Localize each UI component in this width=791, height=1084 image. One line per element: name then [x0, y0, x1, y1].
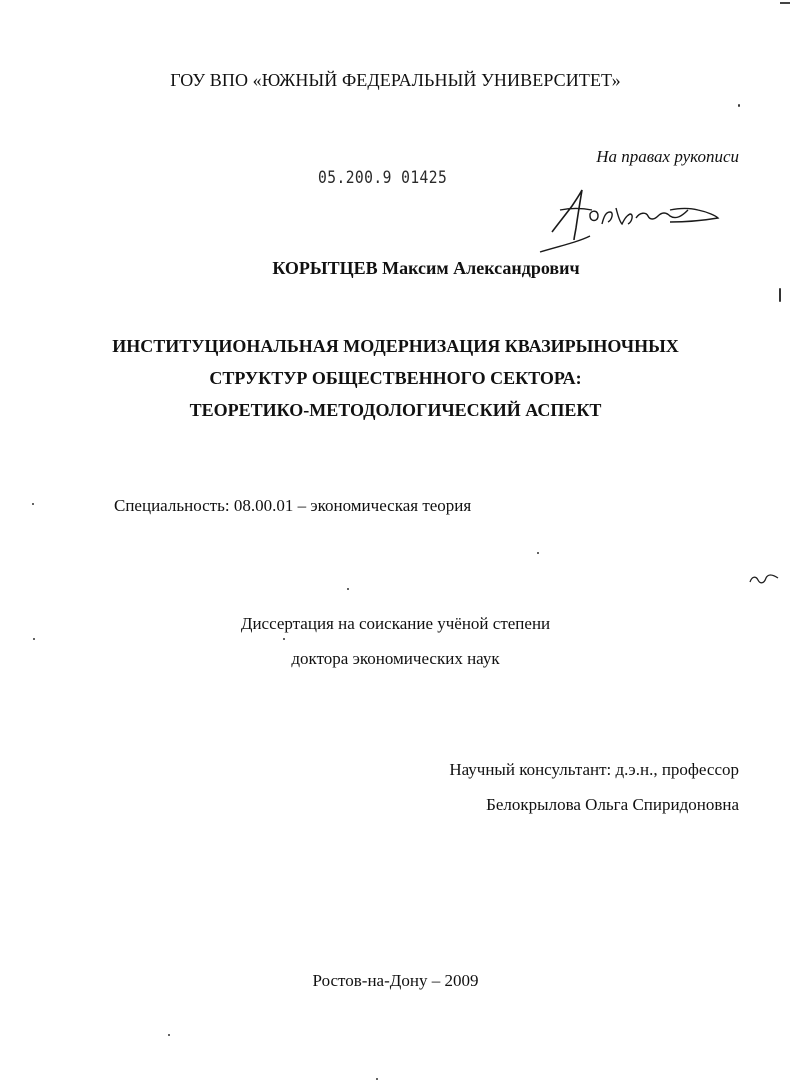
author-name: КОРЫТЦЕВ Максим Александрович [272, 258, 580, 278]
scan-speck [376, 1078, 378, 1080]
corner-scan-mark [779, 0, 791, 6]
scan-speck [537, 552, 539, 554]
scan-speck [32, 503, 34, 505]
title-line-2: СТРУКТУР ОБЩЕСТВЕННОГО СЕКТОРА: [209, 368, 582, 388]
title-line-1: ИНСТИТУЦИОНАЛЬНАЯ МОДЕРНИЗАЦИЯ КВАЗИРЫНОЧНЫХ [112, 336, 679, 356]
margin-check-mark [748, 572, 780, 588]
rights-note: На правах рукописи [596, 147, 739, 166]
scan-speck [347, 588, 349, 590]
degree-line-1: Диссертация на соискание учёной степени [240, 614, 551, 633]
consultant-line-2: Белокрылова Ольга Спиридоновна [486, 795, 739, 814]
registration-number: 05.200.9 01425 [318, 168, 448, 188]
scan-speck [738, 104, 740, 107]
speciality-line: Специальность: 08.00.01 – экономическая теория [114, 496, 472, 515]
scan-speck [779, 288, 781, 302]
university-header: ГОУ ВПО «ЮЖНЫЙ ФЕДЕРАЛЬНЫЙ УНИВЕРСИТЕТ» [170, 70, 621, 90]
title-line-3: ТЕОРЕТИКО-МЕТОДОЛОГИЧЕСКИЙ АСПЕКТ [189, 400, 602, 420]
city-year: Ростов-на-Дону – 2009 [312, 971, 479, 990]
degree-block [0, 606, 791, 676]
scan-speck [168, 1034, 170, 1036]
degree-line-2: доктора экономических наук [291, 649, 500, 668]
scan-speck [33, 638, 35, 640]
consultant-line-1: Научный консультант: д.э.н., профессор [449, 760, 739, 779]
signature-icon [530, 180, 730, 260]
scan-speck [283, 638, 285, 640]
dissertation-title [0, 330, 791, 426]
consultant-block [449, 752, 739, 822]
